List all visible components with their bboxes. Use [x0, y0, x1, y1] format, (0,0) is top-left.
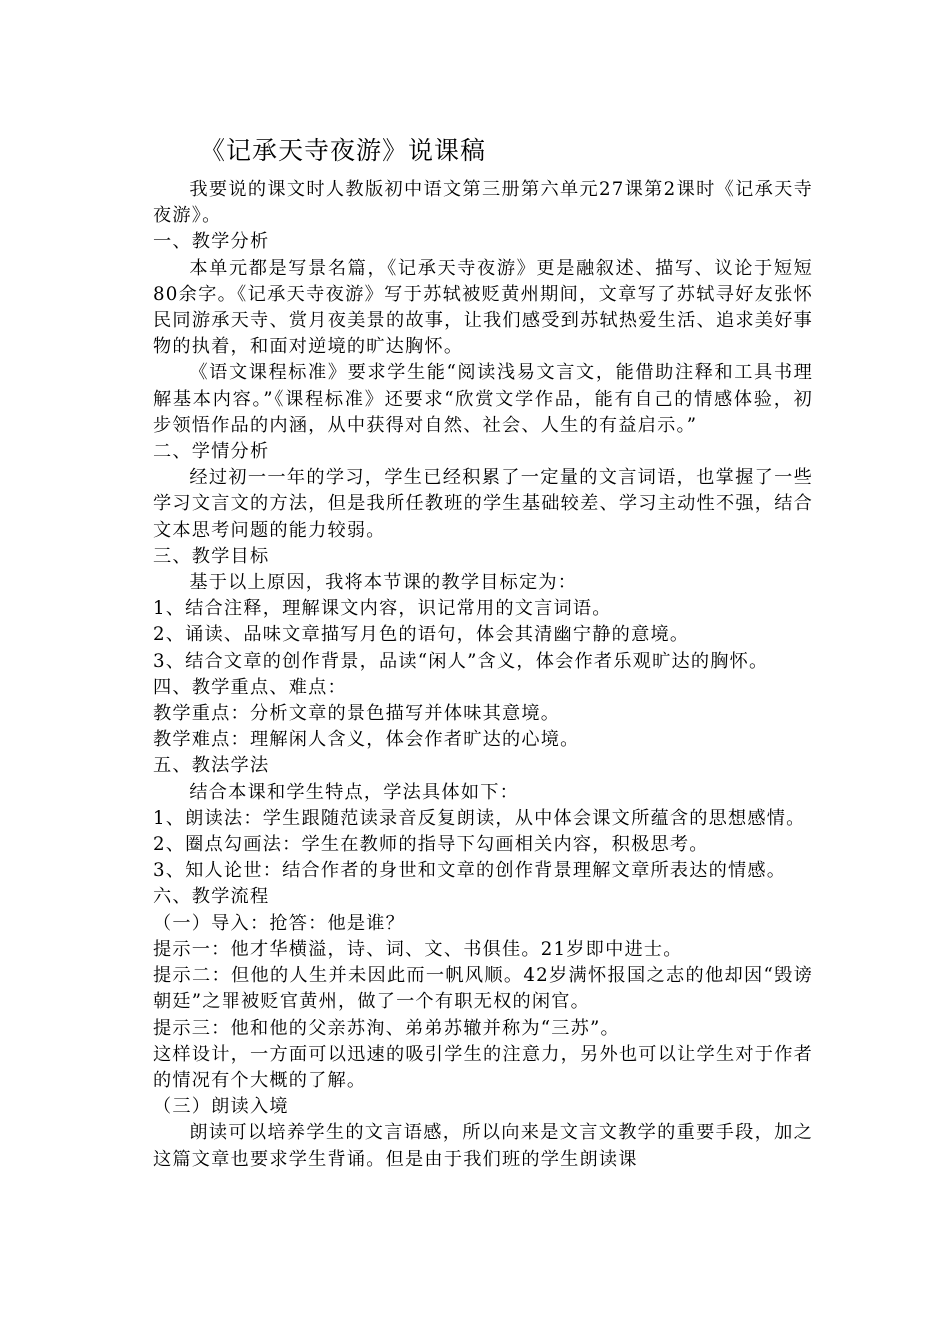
student-analysis-paragraph: 经过初一一年的学习，学生已经积累了一定量的文言词语，也掌握了一些学习文言文的方法，但是我所任教班的学生基础较差、学习主动性不强，结合文本思考问题的能力较弱。: [153, 467, 813, 541]
hint-item: 提示二：但他的人生并未因此而一帆风顺。42岁满怀报国之志的他却因“毁谤朝廷”之罪被贬官黄州，做了一个有职无权的闲官。: [153, 965, 813, 1013]
teaching-goal-item: 2、诵读、品味文章描写月色的语句，体会其清幽宁静的意境。: [153, 624, 690, 646]
intro-paragraph: 我要说的课文时人教版初中语文第三册第六单元27课第2课时《记承天寺夜游》。: [153, 179, 813, 227]
design-note: 这样设计，一方面可以迅速的吸引学生的注意力，另外也可以让学生对于作者的情况有个大概的了解。: [153, 1043, 813, 1091]
section-heading-methods: 五、教法学法: [153, 755, 270, 777]
section-heading-focus-difficulty: 四、教学重点、难点：: [153, 676, 347, 698]
method-item: 3、知人论世：结合作者的身世和文章的创作背景理解文章所表达的情感。: [153, 860, 787, 882]
process-step-intro: （一）导入：抢答：他是谁？: [153, 912, 406, 934]
section-heading-student-analysis: 二、学情分析: [153, 441, 270, 463]
teaching-focus: 教学重点：分析文章的景色描写并体味其意境。: [153, 703, 561, 725]
teaching-analysis-paragraph-2: 《语文课程标准》要求学生能“阅读浅易文言文，能借助注释和工具书理解基本内容。”《课程标准》还要求“欣赏文学作品，能有自己的情感体验，初步领悟作品的内涵，从中获得对自然、社会、人生的有益启示。”: [153, 362, 813, 436]
document-title: 《记承天寺夜游》说课稿: [200, 136, 487, 165]
section-heading-teaching-goals: 三、教学目标: [153, 545, 270, 567]
section-heading-process: 六、教学流程: [153, 886, 270, 908]
method-item: 2、圈点勾画法：学生在教师的指导下勾画相关内容，积极思考。: [153, 834, 709, 856]
section-heading-teaching-analysis: 一、教学分析: [153, 231, 270, 253]
process-step-reading: （三）朗读入境: [153, 1096, 289, 1118]
document-body: [153, 177, 813, 1173]
teaching-goals-lead: 基于以上原因，我将本节课的教学目标定为：: [189, 572, 578, 594]
teaching-goal-item: 1、结合注释，理解课文内容，识记常用的文言词语。: [153, 598, 612, 620]
reading-paragraph: 朗读可以培养学生的文言语感，所以向来是文言文教学的重要手段，加之这篇文章也要求学生背诵。但是由于我们班的学生朗读课: [153, 1122, 813, 1170]
teaching-difficulty: 教学难点：理解闲人含义，体会作者旷达的心境。: [153, 729, 580, 751]
hint-item: 提示三：他和他的父亲苏洵、弟弟苏辙并称为“三苏”。: [153, 1017, 620, 1039]
methods-lead: 结合本课和学生特点，学法具体如下：: [189, 781, 519, 803]
teaching-goal-item: 3、结合文章的创作背景，品读“闲人”含义，体会作者乐观旷达的胸怀。: [153, 650, 769, 672]
teaching-analysis-paragraph-1: 本单元都是写景名篇，《记承天寺夜游》更是融叙述、描写、议论于短短80余字。《记承天寺夜游》写于苏轼被贬黄州期间，文章写了苏轼寻好友张怀民同游承天寺、赏月夜美景的故事，让我们感受到苏轼热爱生活、追求美好事物的执着，和面对逆境的旷达胸怀。: [153, 257, 813, 358]
hint-item: 提示一：他才华横溢，诗、词、文、书俱佳。21岁即中进士。: [153, 938, 683, 960]
method-item: 1、朗读法：学生跟随范读录音反复朗读，从中体会课文所蕴含的思想感情。: [153, 807, 806, 829]
